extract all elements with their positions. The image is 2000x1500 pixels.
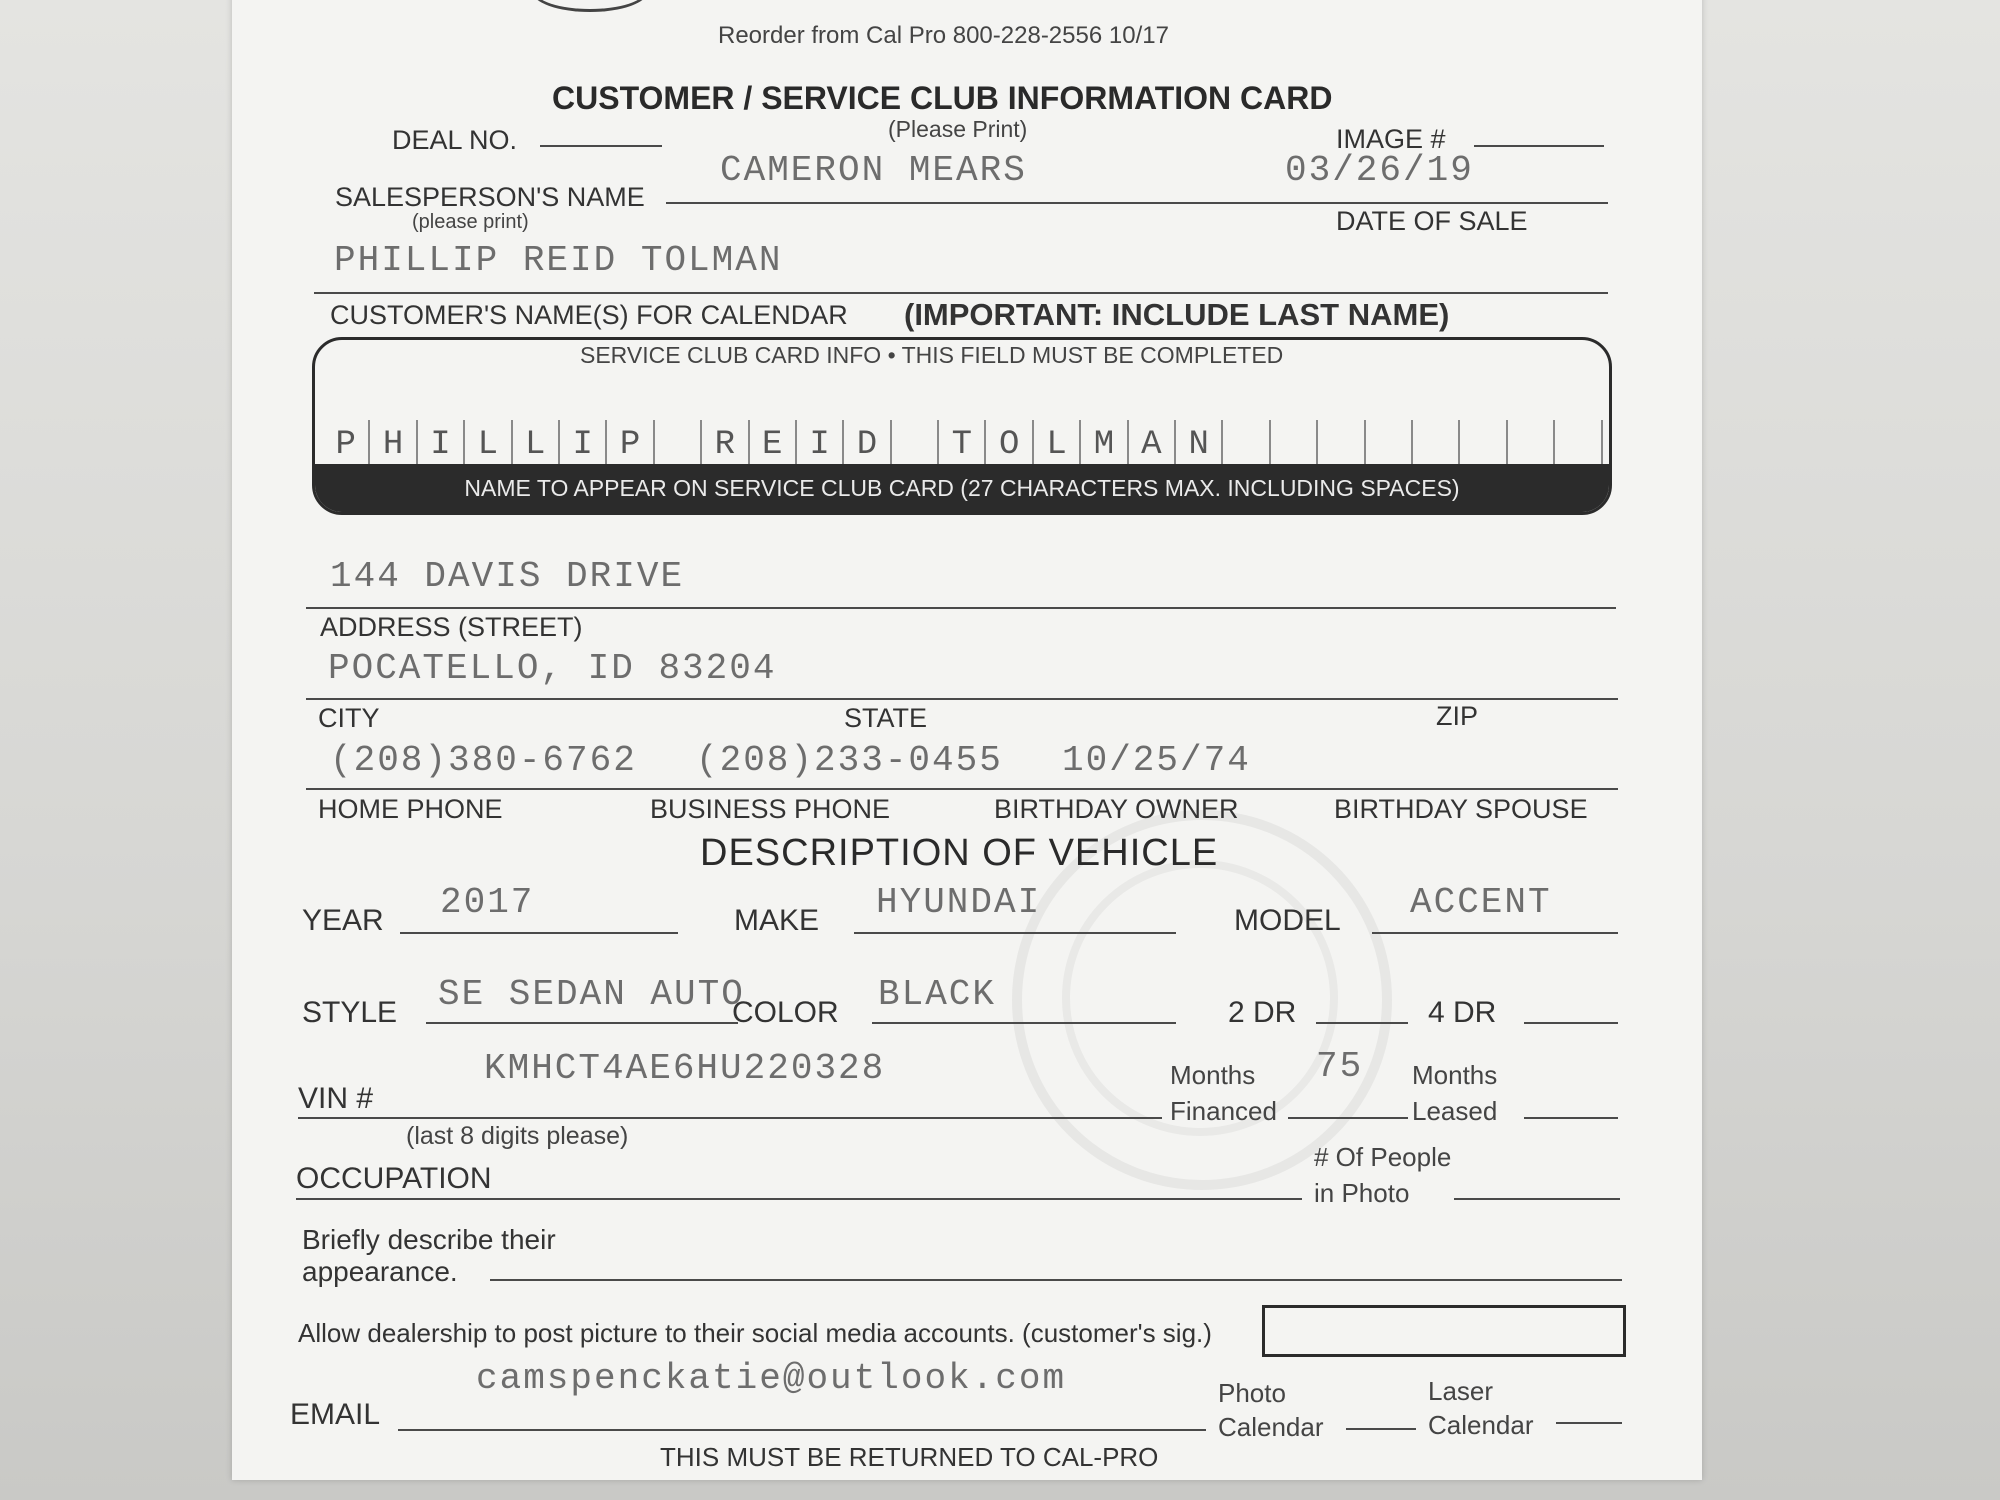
people-in-photo-label-line2: in Photo: [1314, 1178, 1410, 1208]
char-cell: T: [939, 420, 986, 468]
vin-label: VIN #: [298, 1082, 374, 1115]
char-cell: I: [797, 420, 844, 468]
zip-label: ZIP: [1436, 701, 1479, 731]
vehicle-section-header: DESCRIPTION OF VEHICLE: [700, 832, 1219, 874]
laser-calendar-label-line1: Laser: [1428, 1376, 1494, 1406]
service-club-footer: NAME TO APPEAR ON SERVICE CLUB CARD (27 CHARACTERS MAX. INCLUDING SPACES): [315, 464, 1609, 512]
two-door-field: [1316, 1022, 1408, 1024]
photo-calendar-field: [1346, 1428, 1416, 1430]
people-in-photo-label-line1: # Of People: [1314, 1142, 1452, 1172]
email-value: camspenckatie@outlook.com: [476, 1358, 1067, 1399]
home-phone-value: (208)380-6762: [330, 740, 637, 781]
city-value: POCATELLO, ID 83204: [328, 648, 777, 689]
date-of-sale-label: DATE OF SALE: [1336, 206, 1528, 236]
photo-calendar-label-line1: Photo: [1218, 1378, 1286, 1408]
card-title: CUSTOMER / SERVICE CLUB INFORMATION CARD: [552, 80, 1333, 116]
four-door-label: 4 DR: [1428, 996, 1497, 1029]
vin-field: [298, 1117, 1162, 1119]
birthday-owner-label: BIRTHDAY OWNER: [994, 794, 1239, 824]
reorder-line: Reorder from Cal Pro 800-228-2556 10/17: [718, 22, 1169, 49]
address-field: [306, 607, 1616, 609]
customer-signature-box: [1262, 1305, 1626, 1357]
salesperson-label: SALESPERSON'S NAME: [335, 182, 645, 212]
style-field: [426, 1022, 738, 1024]
year-value: 2017: [440, 882, 535, 923]
service-club-box: [312, 337, 1612, 515]
four-door-field: [1524, 1022, 1618, 1024]
salesperson-value: CAMERON MEARS: [720, 150, 1027, 191]
months-financed-field: [1288, 1117, 1408, 1119]
cal-pro-logo: [532, 0, 648, 12]
char-cell: L: [1034, 420, 1081, 468]
char-cell: L: [465, 420, 512, 468]
photo-calendar-label-line2: Calendar: [1218, 1412, 1324, 1442]
appearance-field: [490, 1279, 1622, 1281]
char-cell: M: [1081, 420, 1128, 468]
social-media-consent-label: Allow dealership to post picture to their social media accounts. (customer's sig.): [298, 1318, 1212, 1348]
color-value: BLACK: [878, 974, 997, 1015]
phone-field-line: [306, 788, 1618, 790]
char-cell: L: [513, 420, 560, 468]
birthday-owner-value: 10/25/74: [1062, 740, 1251, 781]
char-cell: E: [750, 420, 797, 468]
deal-no-field: [540, 145, 662, 147]
char-cell: H: [370, 420, 417, 468]
two-door-label: 2 DR: [1228, 996, 1297, 1029]
watermark-logo-inner: [1062, 860, 1338, 1136]
city-field: [306, 698, 1618, 700]
business-phone-label: BUSINESS PHONE: [650, 794, 891, 824]
model-value: ACCENT: [1410, 882, 1552, 923]
service-club-character-grid: [323, 420, 1603, 468]
color-field: [872, 1022, 1176, 1024]
make-field: [854, 932, 1176, 934]
address-value: 144 DAVIS DRIVE: [330, 556, 685, 597]
char-cell: P: [607, 420, 654, 468]
salesperson-field: [666, 202, 1608, 204]
model-label: MODEL: [1234, 904, 1341, 937]
customer-name-value: PHILLIP REID TOLMAN: [334, 240, 783, 281]
months-leased-label-line2: Leased: [1412, 1096, 1498, 1126]
salesperson-hint: (please print): [412, 211, 529, 233]
char-cell: I: [418, 420, 465, 468]
style-value: SE SEDAN AUTO: [438, 974, 745, 1015]
char-cell: P: [323, 420, 370, 468]
char-cell: I: [560, 420, 607, 468]
char-cell: [1318, 420, 1365, 468]
home-phone-label: HOME PHONE: [318, 794, 503, 824]
laser-calendar-field: [1556, 1422, 1622, 1424]
laser-calendar-label-line2: Calendar: [1428, 1410, 1534, 1440]
customer-name-field: [314, 292, 1608, 294]
year-field: [400, 932, 678, 934]
email-field: [398, 1429, 1206, 1431]
char-cell: R: [702, 420, 749, 468]
state-label: STATE: [844, 703, 928, 733]
color-label: COLOR: [732, 996, 839, 1029]
service-club-header: SERVICE CLUB CARD INFO • THIS FIELD MUST BE COMPLETED: [580, 342, 1284, 368]
months-financed-label-line2: Financed: [1170, 1096, 1277, 1126]
model-field: [1372, 932, 1618, 934]
email-label: EMAIL: [290, 1398, 381, 1431]
char-cell: [1271, 420, 1318, 468]
char-cell: [1555, 420, 1602, 468]
char-cell: [1508, 420, 1555, 468]
please-print-note: (Please Print): [888, 116, 1028, 142]
customer-name-label: CUSTOMER'S NAME(S) FOR CALENDAR: [330, 300, 848, 330]
char-cell: [1413, 420, 1460, 468]
year-label: YEAR: [302, 904, 384, 937]
make-label: MAKE: [734, 904, 820, 937]
months-leased-field: [1524, 1117, 1618, 1119]
char-cell: [655, 420, 702, 468]
appearance-label-line2: appearance.: [302, 1256, 458, 1287]
char-cell: D: [844, 420, 891, 468]
customer-name-important: (IMPORTANT: INCLUDE LAST NAME): [904, 297, 1450, 332]
date-of-sale-value: 03/26/19: [1285, 150, 1474, 191]
appearance-label-line1: Briefly describe their: [302, 1224, 556, 1255]
vin-hint: (last 8 digits please): [406, 1122, 629, 1150]
style-label: STYLE: [302, 996, 398, 1029]
occupation-label: OCCUPATION: [296, 1162, 492, 1195]
char-cell: [1223, 420, 1270, 468]
city-label: CITY: [318, 703, 380, 733]
birthday-spouse-label: BIRTHDAY SPOUSE: [1334, 794, 1588, 824]
make-value: HYUNDAI: [876, 882, 1042, 923]
months-financed-value: 75: [1316, 1046, 1364, 1087]
char-cell: [892, 420, 939, 468]
months-leased-label-line1: Months: [1412, 1060, 1498, 1090]
vin-value: KMHCT4AE6HU220328: [484, 1048, 886, 1089]
char-cell: [1460, 420, 1507, 468]
char-cell: N: [1176, 420, 1223, 468]
image-no-field: [1474, 145, 1604, 147]
occupation-field: [296, 1198, 1302, 1200]
char-cell: O: [986, 420, 1033, 468]
char-cell: A: [1129, 420, 1176, 468]
return-notice: THIS MUST BE RETURNED TO CAL-PRO: [660, 1442, 1159, 1472]
business-phone-value: (208)233-0455: [696, 740, 1003, 781]
image-no-label: IMAGE #: [1336, 124, 1446, 154]
months-financed-label-line1: Months: [1170, 1060, 1256, 1090]
deal-no-label: DEAL NO.: [392, 125, 518, 155]
char-cell: [1366, 420, 1413, 468]
people-in-photo-field: [1454, 1198, 1620, 1200]
address-label: ADDRESS (STREET): [320, 612, 583, 642]
